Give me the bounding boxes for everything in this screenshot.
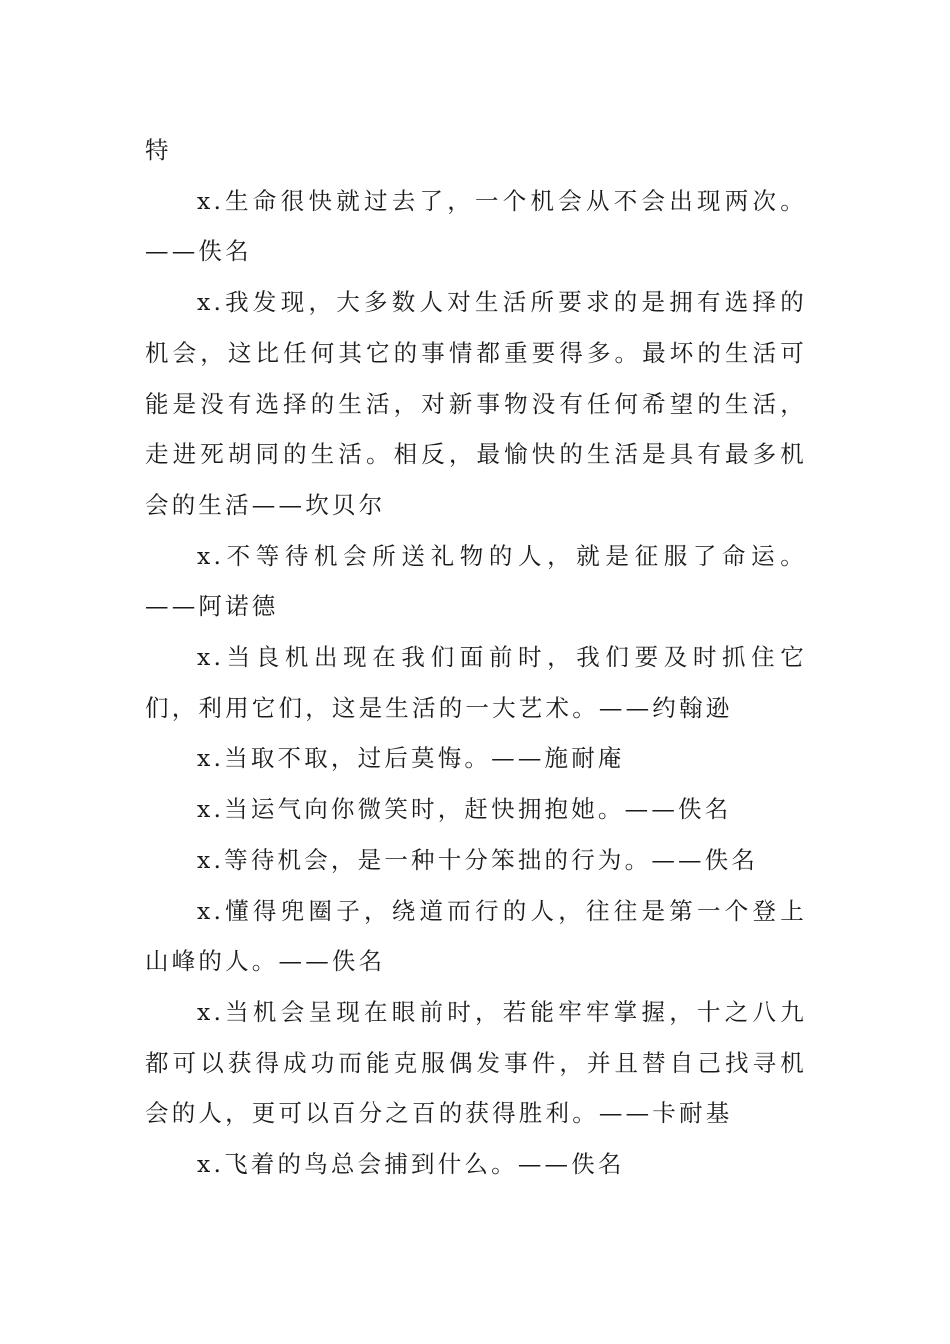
quote-paragraph: x.我发现，大多数人对生活所要求的是拥有选择的机会，这比任何其它的事情都重要得多。最坏的生活可能是没有选择的生活，对新事物没有任何希望的生活，走进死胡同的生活。相反，最愉快的生活是具有最多机会的生活——坎贝尔 xyxy=(145,288,807,519)
quote-paragraph: x.当良机出现在我们面前时，我们要及时抓住它们，利用它们，这是生活的一大艺术。——约翰逊 xyxy=(145,643,807,722)
quote-paragraph: x.懂得兜圈子，绕道而行的人，往往是第一个登上山峰的人。——佚名 xyxy=(145,896,807,976)
quote-paragraph: x.等待机会，是一种十分笨拙的行为。——佚名 xyxy=(197,845,759,874)
quote-paragraph: x.当取不取，过后莫悔。——施耐庵 xyxy=(197,744,625,773)
quote-paragraph: x.当机会呈现在眼前时，若能牢牢掌握，十之八九都可以获得成功而能克服偶发事件，并且替自己找寻机会的人，更可以百分之百的获得胜利。——卡耐基 xyxy=(145,997,807,1128)
quote-paragraph: x.不等待机会所送礼物的人，就是征服了命运。——阿诺德 xyxy=(145,541,807,621)
quote-paragraph: x.当运气向你微笑时，赶快拥抱她。——佚名 xyxy=(197,795,732,824)
paragraph-continuation: 特 xyxy=(145,136,172,164)
quote-paragraph: x.生命很快就过去了，一个机会从不会出现两次。——佚名 xyxy=(145,186,807,266)
document-body xyxy=(145,125,807,1190)
quote-paragraph: x.飞着的鸟总会捕到什么。——佚名 xyxy=(197,1150,625,1179)
